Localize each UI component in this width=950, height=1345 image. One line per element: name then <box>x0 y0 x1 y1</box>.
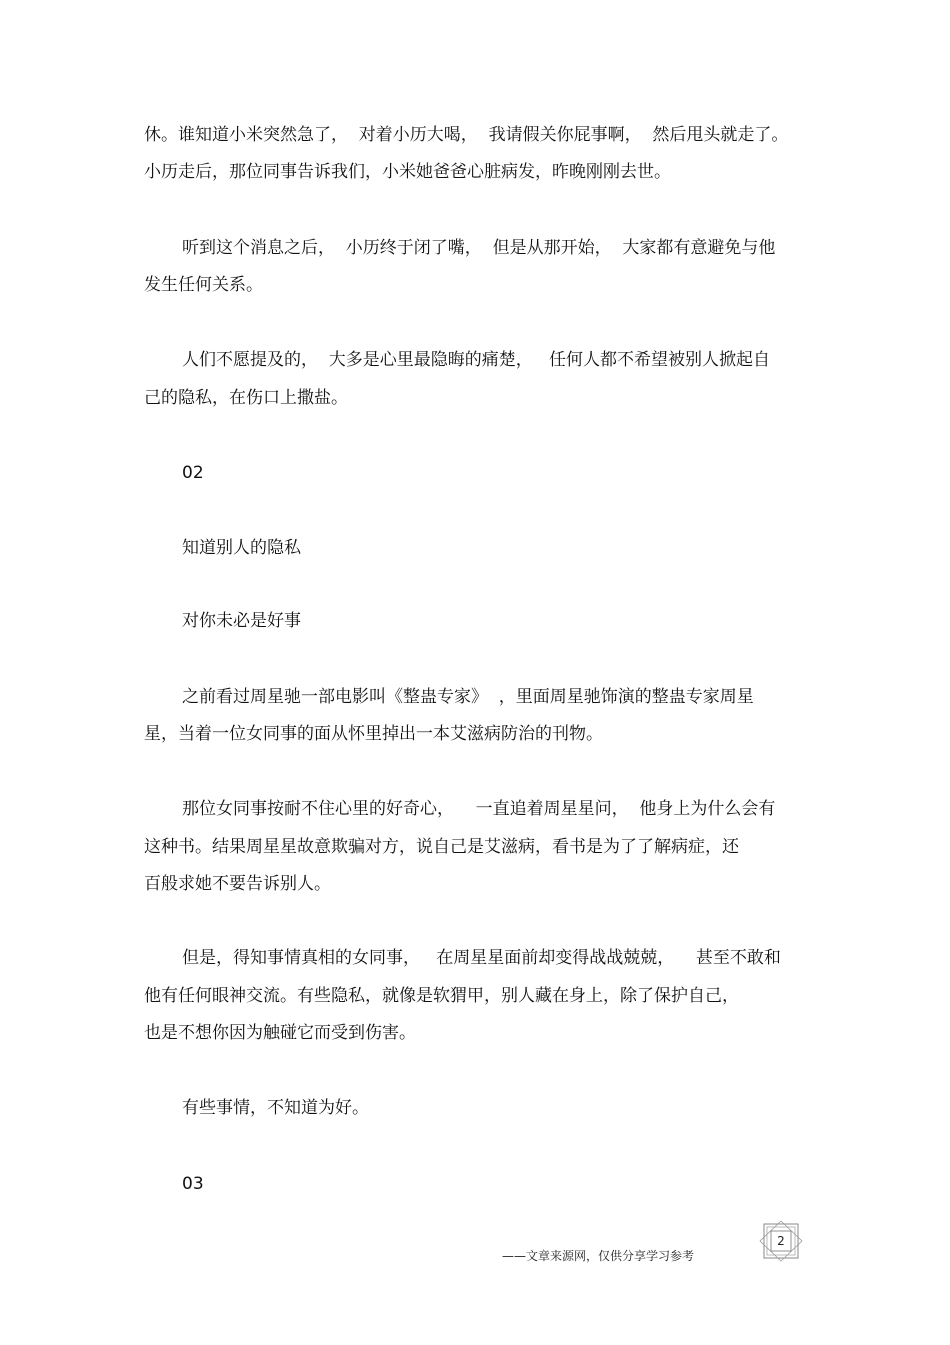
paragraph-line: 休。谁知道小米突然急了， 对着小历大喝， 我请假关你屁事啊， 然后甩头就走了。 <box>144 125 789 145</box>
paragraph-line: 这种书。结果周星星故意欺骗对方，说自己是艾滋病，看书是为了了解病症，还 <box>144 837 739 857</box>
section-heading: 对你未必是好事 <box>182 611 301 631</box>
paragraph-line: 也是不想你因为触碰它而受到伤害。 <box>144 1023 416 1043</box>
paragraph-line: 那位女同事按耐不住心里的好奇心， 一直追着周星星问， 他身上为什么会有 <box>182 799 776 819</box>
paragraph-line: 百般求她不要告诉别人。 <box>144 874 331 894</box>
section-number: 02 <box>182 463 204 483</box>
paragraph-line: 人们不愿提及的， 大多是心里最隐晦的痛楚， 任何人都不希望被别人掀起自 <box>182 350 771 370</box>
paragraph-line: 但是，得知事情真相的女同事， 在周星星面前却变得战战兢兢， 甚至不敢和 <box>182 948 781 968</box>
page-number: 2 <box>777 1234 785 1248</box>
paragraph-line: 己的隐私，在伤口上撒盐。 <box>144 388 348 408</box>
paragraph-line: 之前看过周星驰一部电影叫《整蛊专家》 ，里面周星驰饰演的整蛊专家周星 <box>182 687 754 707</box>
page-number-badge <box>758 1220 804 1262</box>
paragraph-line: 他有任何眼神交流。有些隐私，就像是软猬甲，别人藏在身上，除了保护自己， <box>144 986 739 1006</box>
paragraph-line: 听到这个消息之后， 小历终于闭了嘴， 但是从那开始， 大家都有意避免与他 <box>182 238 776 258</box>
paragraph-line: 有些事情，不知道为好。 <box>182 1098 369 1118</box>
paragraph-line: 星，当着一位女同事的面从怀里掉出一本艾滋病防治的刊物。 <box>144 724 603 744</box>
section-number: 03 <box>182 1174 204 1194</box>
section-heading: 知道别人的隐私 <box>182 538 301 558</box>
paragraph-line: 发生任何关系。 <box>144 275 263 295</box>
source-note: ——文章来源网，仅供分享学习参考 <box>502 1249 695 1263</box>
paragraph-line: 小历走后，那位同事告诉我们，小米她爸爸心脏病发，昨晚刚刚去世。 <box>144 162 671 182</box>
